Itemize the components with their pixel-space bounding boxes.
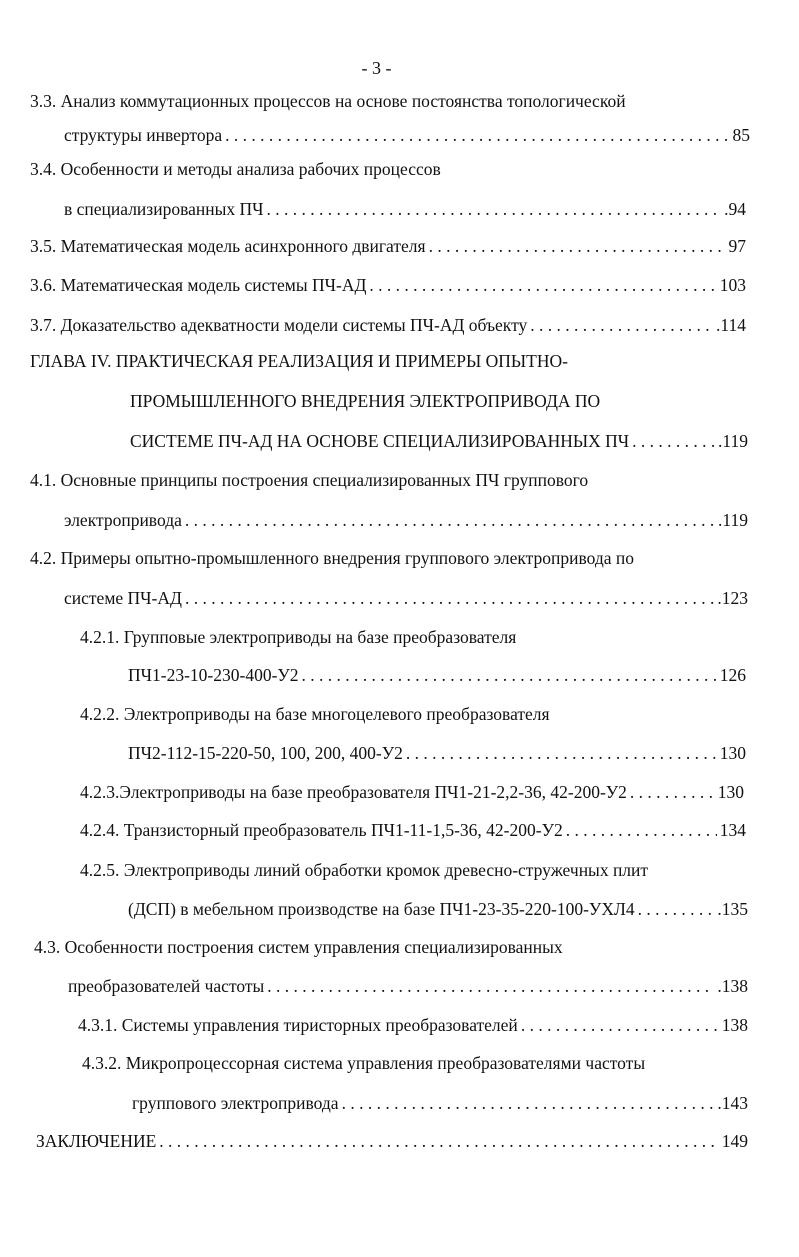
chapter-heading-cont2 [130, 430, 748, 452]
dot-leader [566, 819, 717, 841]
toc-entry-4-1-cont [64, 509, 748, 531]
toc-page-number: .114 [716, 315, 746, 335]
toc-entry-text: 3.6. Математическая модель системы ПЧ-АД [30, 275, 367, 295]
toc-entry-text: ГЛАВА IV. ПРАКТИЧЕСКАЯ РЕАЛИЗАЦИЯ И ПРИМЕРЫ ОПЫТНО- [30, 351, 568, 371]
toc-entry-3-4-cont [64, 198, 746, 220]
toc-entry-text: 4.1. Основные принципы построения специализированных ПЧ группового [30, 470, 589, 490]
toc-entry-4-2-5 [80, 859, 648, 881]
toc-page-number: .119 [718, 510, 748, 530]
dot-leader [632, 430, 715, 452]
toc-entry-text: 4.2.1. Групповые электроприводы на базе преобразователя [80, 627, 517, 647]
toc-entry-3-3 [30, 90, 626, 112]
toc-entry-3-5 [30, 235, 746, 257]
toc-entry-text: СИСТЕМЕ ПЧ-АД НА ОСНОВЕ СПЕЦИАЛИЗИРОВАННЫХ ПЧ [130, 431, 630, 451]
toc-page-number: .138 [717, 976, 748, 996]
toc-entry-text: преобразователей частоты [68, 976, 265, 996]
toc-entry-conclusion [36, 1130, 748, 1152]
toc-entry-text: 4.3. Особенности построения систем управления специализированных [34, 937, 563, 957]
toc-entry-text: 4.2.5. Электроприводы линий обработки кромок древесно-стружечных плит [80, 860, 649, 880]
toc-entry-4-3 [34, 936, 563, 958]
toc-page-number: 138 [721, 1015, 748, 1035]
toc-entry-text: 3.4. Особенности и методы анализа рабочих процессов [30, 159, 441, 179]
toc-entry-text: 4.2.4. Транзисторный преобразователь ПЧ1-11-1,5-36, 42-200-У2 [80, 820, 563, 840]
toc-entry-text: 4.3.1. Системы управления тиристорных преобразователей [78, 1015, 518, 1035]
toc-entry-4-3-cont [68, 975, 748, 997]
toc-page-number: 103 [719, 275, 746, 295]
toc-page-number: 85 [732, 125, 750, 145]
toc-entry-text: 3.5. Математическая модель асинхронного двигателя [30, 236, 426, 256]
toc-entry-text: электропривода [64, 510, 182, 530]
toc-entry-4-2 [30, 547, 634, 569]
dot-leader [225, 124, 729, 146]
toc-page-number: .119 [718, 431, 748, 451]
dot-leader [630, 781, 715, 803]
dot-leader [159, 1130, 718, 1152]
dot-leader [530, 314, 713, 336]
toc-page-number: 134 [719, 820, 746, 840]
dot-leader [185, 587, 714, 609]
toc-entry-4-2-1-cont [128, 664, 746, 686]
toc-page-number: 130 [717, 782, 744, 802]
dot-leader [342, 1092, 715, 1114]
dot-leader [521, 1014, 719, 1036]
toc-page-number: .123 [717, 588, 748, 608]
toc-entry-text: (ДСП) в мебельном производстве на базе ПЧ1-23-35-220-100-УХЛ4 [128, 899, 635, 919]
toc-entry-3-4 [30, 158, 441, 180]
toc-entry-text: 3.3. Анализ коммутационных процессов на основе постоянства топологической [30, 91, 626, 111]
chapter-heading-cont [130, 390, 600, 412]
dot-leader [638, 898, 715, 920]
toc-entry-3-3-cont [64, 124, 750, 146]
toc-entry-text: 4.2. Примеры опытно-промышленного внедрения группового электропривода по [30, 548, 635, 568]
toc-page-number: .135 [717, 899, 748, 919]
toc-entry-4-2-1 [80, 626, 516, 648]
toc-entry-4-2-5-cont [128, 898, 748, 920]
dot-leader [302, 664, 717, 686]
toc-page-number: .94 [724, 199, 746, 219]
toc-entry-text: системе ПЧ-АД [64, 588, 182, 608]
toc-entry-4-2-4 [80, 819, 746, 841]
toc-entry-4-2-2 [80, 703, 550, 725]
chapter-heading [30, 350, 568, 372]
toc-page-number: 130 [719, 743, 746, 763]
toc-entry-4-3-2 [82, 1052, 645, 1074]
toc-entry-text: ПЧ2-112-15-220-50, 100, 200, 400-У2 [128, 743, 403, 763]
toc-page-number: .143 [717, 1093, 748, 1113]
toc-entry-text: 4.2.3.Электроприводы на базе преобразователя ПЧ1-21-2,2-36, 42-200-У2 [80, 782, 627, 802]
toc-entry-4-3-2-cont [132, 1092, 748, 1114]
toc-entry-4-3-1 [78, 1014, 748, 1036]
toc-entry-text: 4.2.2. Электроприводы на базе многоцелевого преобразователя [80, 704, 550, 724]
dot-leader [267, 198, 722, 220]
toc-entry-text: ПЧ1-23-10-230-400-У2 [128, 665, 299, 685]
toc-entry-text: в специализированных ПЧ [64, 199, 264, 219]
toc-entry-text: 4.3.2. Микропроцессорная система управления преобразователями частоты [82, 1053, 646, 1073]
dot-leader [429, 235, 726, 257]
toc-page-number: 126 [719, 665, 746, 685]
dot-leader [369, 274, 716, 296]
toc-entry-4-2-2-cont [128, 742, 746, 764]
toc-page-number: 149 [721, 1131, 748, 1151]
toc-entry-text: группового электропривода [132, 1093, 339, 1113]
toc-entry-4-1 [30, 469, 588, 491]
toc-entry-text: ЗАКЛЮЧЕНИЕ [36, 1131, 157, 1151]
page-number: - 3 - [361, 58, 392, 78]
dot-leader [406, 742, 717, 764]
toc-entry-4-2-cont [64, 587, 748, 609]
toc-entry-3-6 [30, 274, 746, 296]
toc-entry-text: структуры инвертора [64, 125, 223, 145]
toc-entry-text: 3.7. Доказательство адекватности модели системы ПЧ-АД объекту [30, 315, 528, 335]
toc-entry-text: ПРОМЫШЛЕННОГО ВНЕДРЕНИЯ ЭЛЕКТРОПРИВОДА ПО [130, 391, 601, 411]
dot-leader [185, 509, 715, 531]
toc-entry-4-2-3 [80, 781, 744, 803]
toc-entry-3-7 [30, 314, 746, 336]
toc-page-number: 97 [728, 236, 746, 256]
dot-leader [267, 975, 714, 997]
